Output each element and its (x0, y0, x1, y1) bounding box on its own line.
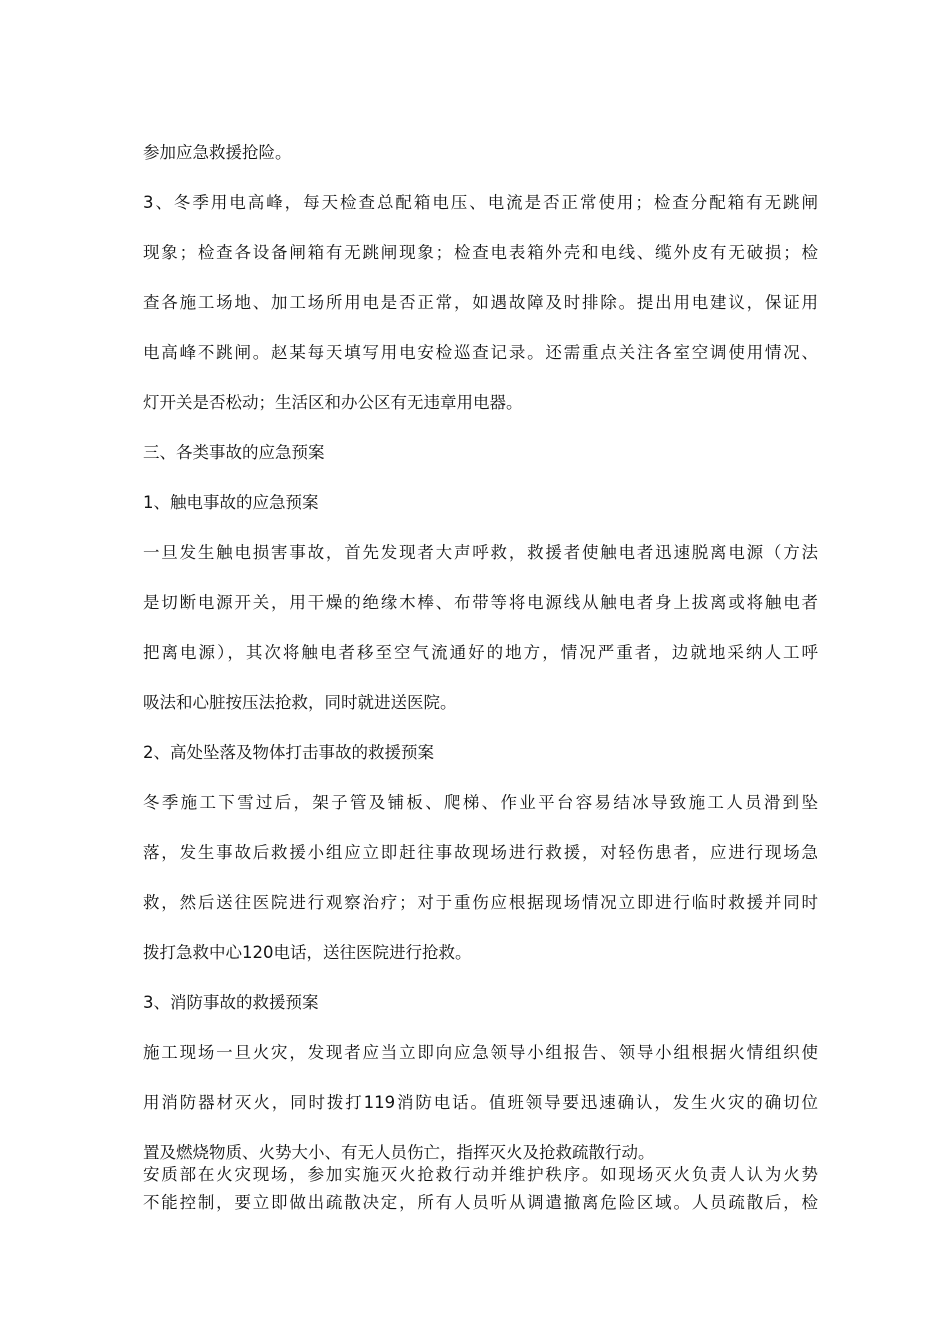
text-line: 救，然后送往医院进行观察治疗；对于重伤应根据现场情况立即进行临时救援并同时 (143, 893, 818, 912)
text-line: 一旦发生触电损害事故，首先发现者大声呼救，救援者使触电者迅速脱离电源（方法 (143, 543, 818, 562)
text-line: 参加应急救援抢险。 (143, 143, 292, 162)
document-body (143, 128, 818, 1178)
text-line: 置及燃烧物质、火势大小、有无人员伤亡，指挥灭火及抢救疏散行动。 (143, 1143, 655, 1162)
subsection-heading: 1、触电事故的应急预案 (143, 493, 319, 512)
text-line: 电高峰不跳闸。赵某每天填写用电安检巡查记录。还需重点关注各室空调使用情况、 (143, 343, 818, 362)
text-line: 灯开关是否松动；生活区和办公区有无违章用电器。 (143, 393, 523, 412)
text-line: 查各施工场地、加工场所用电是否正常，如遇故障及时排除。提出用电建议，保证用 (143, 293, 818, 312)
text-line: 是切断电源开关，用干燥的绝缘木棒、布带等将电源线从触电者身上拔离或将触电者 (143, 593, 818, 612)
text-line: 施工现场一旦火灾，发现者应当立即向应急领导小组报告、领导小组根据火情组织使 (143, 1043, 818, 1062)
text-line: 3、冬季用电高峰，每天检查总配箱电压、电流是否正常使用；检查分配箱有无跳闸 (143, 193, 818, 212)
text-line: 吸法和心脏按压法抢救，同时就进送医院。 (143, 693, 457, 712)
text-line: 用消防器材灭火，同时拨打119消防电话。值班领导要迅速确认，发生火灾的确切位 (143, 1093, 818, 1112)
text-line: 安质部在火灾现场，参加实施灭火抢救行动并维护秩序。如现场灭火负责人认为火势 (143, 1165, 818, 1184)
section-heading: 三、各类事故的应急预案 (143, 443, 325, 462)
text-line: 冬季施工下雪过后，架子管及铺板、爬梯、作业平台容易结冰导致施工人员滑到坠 (143, 793, 818, 812)
text-line: 现象；检查各设备闸箱有无跳闸现象；检查电表箱外壳和电线、缆外皮有无破损；检 (143, 243, 818, 262)
subsection-heading: 3、消防事故的救援预案 (143, 993, 319, 1012)
text-line: 拨打急救中心120电话，送往医院进行抢救。 (143, 943, 472, 962)
text-line: 落，发生事故后救援小组应立即赶往事故现场进行救援，对轻伤患者，应进行现场急 (143, 843, 818, 862)
subsection-heading: 2、高处坠落及物体打击事故的救援预案 (143, 743, 434, 762)
document-body-tight (143, 1161, 818, 1217)
text-line: 把离电源），其次将触电者移至空气流通好的地方，情况严重者，边就地采纳人工呼 (143, 643, 818, 662)
text-line: 不能控制，要立即做出疏散决定，所有人员听从调遣撤离危险区域。人员疏散后，检 (143, 1193, 818, 1212)
